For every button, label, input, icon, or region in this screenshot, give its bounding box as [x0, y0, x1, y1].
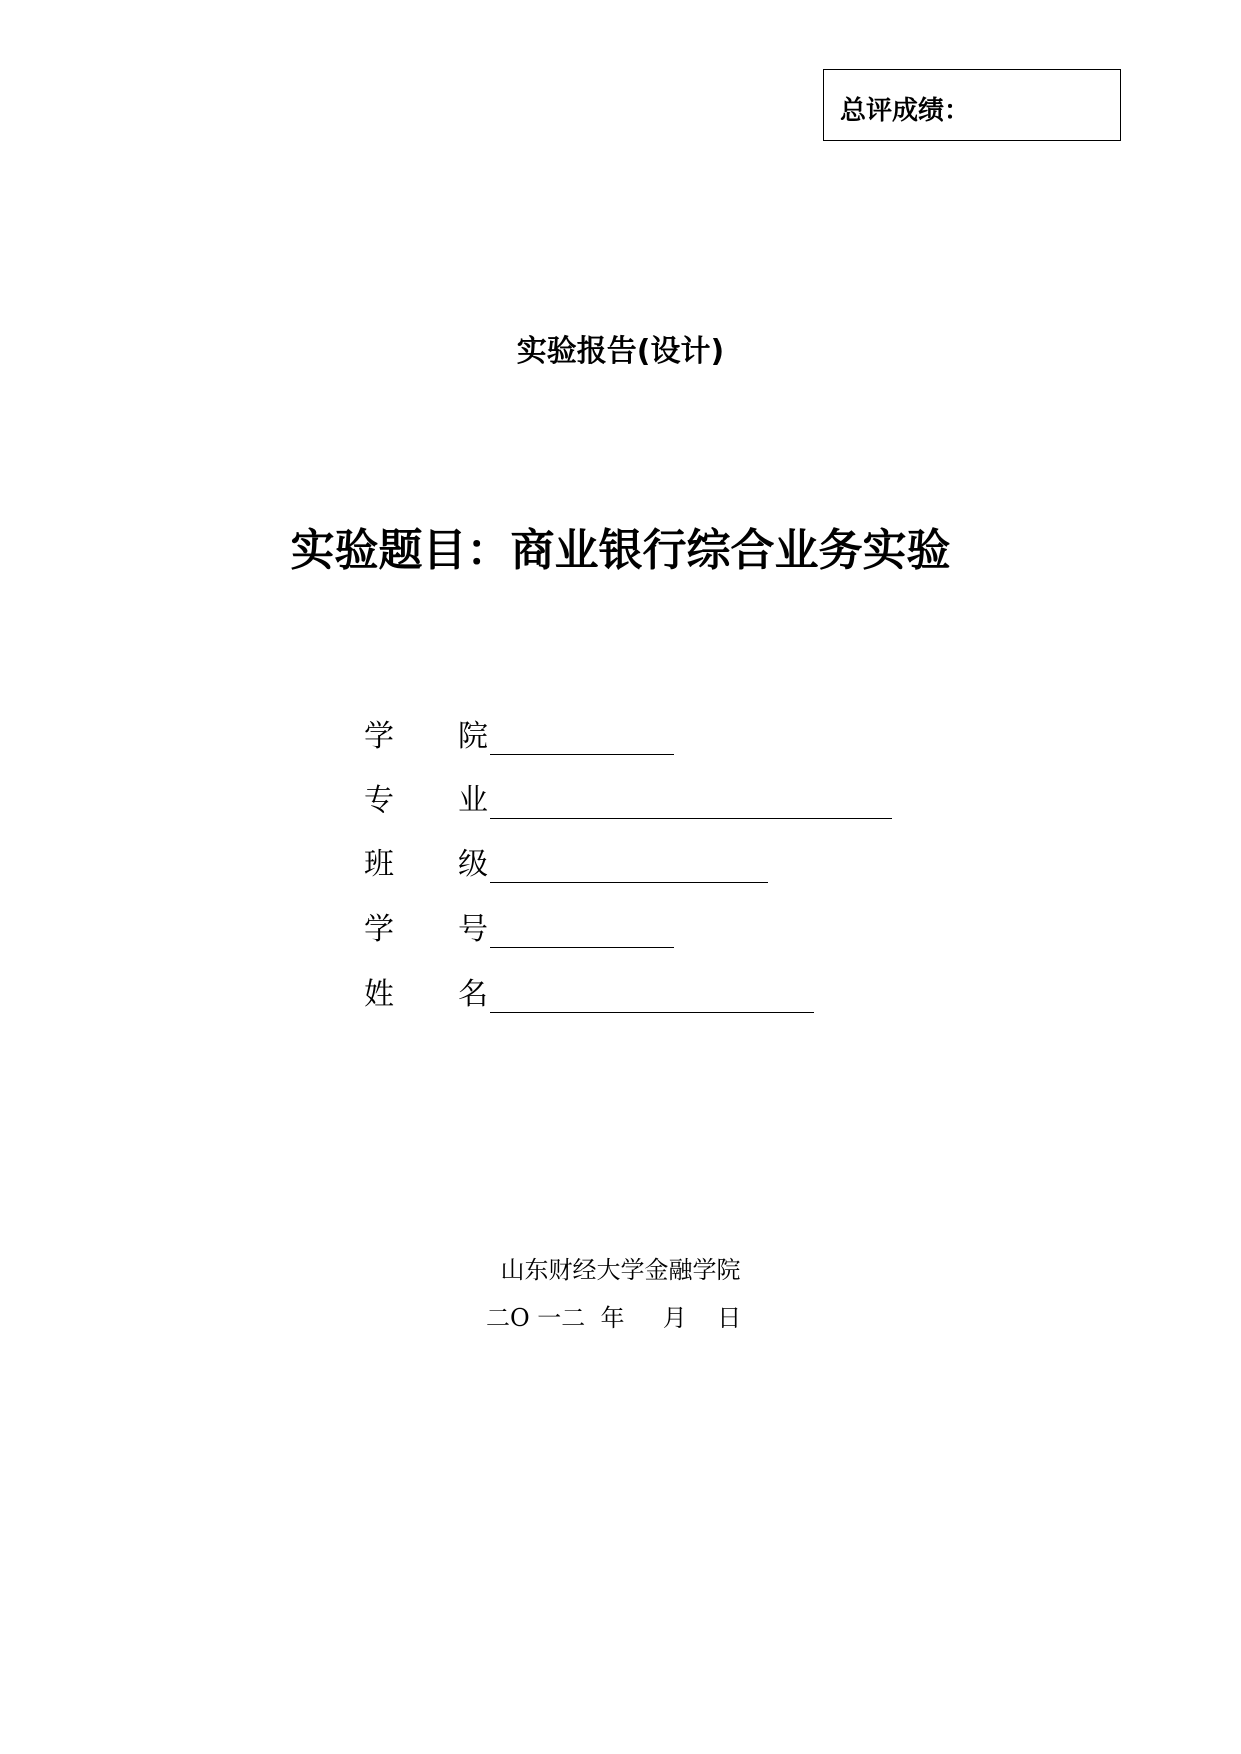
field-student-id: [364, 908, 674, 948]
field-major: [364, 779, 892, 819]
field-name-label-char1: 姓: [364, 977, 394, 1012]
field-student-id-blank[interactable]: [490, 913, 674, 948]
report-date: 二O 一二 年 月 日: [486, 1304, 742, 1332]
field-college: [364, 715, 674, 755]
overall-grade-label: 总评成绩：: [840, 96, 971, 126]
field-college-label-char1: 学: [364, 719, 394, 754]
field-name-label-char2: 名: [458, 977, 488, 1012]
field-class-label-char2: 级: [458, 847, 488, 882]
field-college-label-char2: 院: [458, 719, 488, 754]
field-major-label-char1: 专: [364, 783, 394, 818]
experiment-title: 实验题目：商业银行综合业务实验: [290, 525, 951, 576]
field-student-id-label-char1: 学: [364, 912, 394, 947]
field-name: [364, 973, 814, 1013]
institution-name: 山东财经大学金融学院: [500, 1256, 741, 1284]
field-class: [364, 843, 768, 883]
field-college-blank[interactable]: [490, 720, 674, 755]
field-class-blank[interactable]: [490, 848, 768, 883]
field-major-label-char2: 业: [458, 783, 488, 818]
field-class-label-char1: 班: [364, 847, 394, 882]
field-major-blank[interactable]: [490, 784, 892, 819]
overall-grade-box: [823, 69, 1121, 141]
report-type-heading: 实验报告(设计): [516, 334, 725, 369]
field-name-blank[interactable]: [490, 978, 814, 1013]
field-student-id-label-char2: 号: [458, 912, 488, 947]
